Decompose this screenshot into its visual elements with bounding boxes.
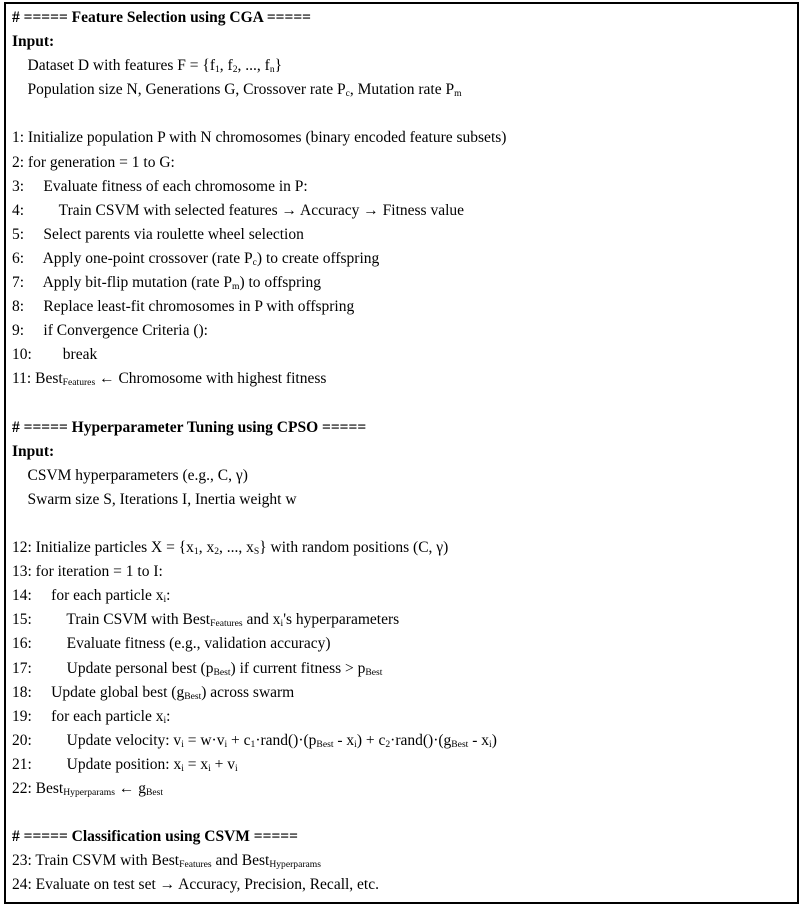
blank-line	[12, 392, 791, 416]
code-line: Swarm size S, Iterations I, Inertia weight w	[12, 490, 297, 508]
code-line: 1: Initialize population P with N chromosomes (binary encoded feature subsets)	[12, 129, 507, 147]
code-line: 13: for iteration = 1 to I:	[12, 563, 163, 581]
algorithm-figure-border	[4, 2, 799, 904]
code-line: Dataset D with features $F = \{f_1$, $f_2$, ..., $f_n$}	[12, 57, 283, 76]
blank-line	[12, 801, 791, 825]
section-header: # ===== Feature Selection using CGA =====	[12, 9, 312, 26]
code-line: 15: Train CSVM with Best$_{Features}$ and $x_i's$ hyperparameters	[12, 611, 400, 630]
code-line: 17: Update personal best $(p_{Best})$ if current fitness > $p_{Best}$	[12, 659, 383, 678]
code-line: 20: Update velocity: $v_i = w\cdot v_i$ + $c_1\cdot rand()\cdot(p_{Best} - x_i)$ + $c_2\cdot rand()\cdot(g_{Best} - x_i)$	[12, 731, 497, 750]
code-line: 3: Evaluate fitness of each chromosome in P:	[12, 177, 308, 195]
code-line: 24: Evaluate on test set → Accuracy, Precision, Recall, etc.	[12, 876, 379, 894]
section-header: Input:	[12, 33, 55, 51]
code-line: 11: Best$_{Features}$ ← Chromosome with highest fitness	[12, 370, 327, 389]
code-line: 6: Apply one-point crossover (rate $P_c$) to create offspring	[12, 249, 380, 269]
code-line: 8: Replace least-fit chromosomes in P with offspring	[12, 298, 355, 316]
code-line: 12: Initialize particles $X = \{x_1$, $x_2$, ..., $x_S$} with random positions (C, γ)	[12, 539, 449, 558]
code-line: 10: break	[12, 346, 98, 364]
blank-line	[12, 102, 791, 126]
code-line: 16: Evaluate fitness (e.g., validation accuracy)	[12, 635, 331, 653]
code-line: 14: for each particle $x_i$:	[12, 587, 171, 606]
code-line: 2: for generation = 1 to G:	[12, 153, 175, 171]
code-line: 18: Update global best $(g_{Best})$ across swarm	[12, 683, 295, 702]
section-header: # ===== Hyperparameter Tuning using CPSO =====	[12, 418, 367, 436]
section-header: Input:	[12, 442, 55, 460]
code-line: 5: Select parents via roulette wheel selection	[12, 225, 304, 243]
code-line: 22: Best$_{Hyperparams}$ ← $g_{Best}$	[12, 780, 163, 799]
code-line: CSVM hyperparameters (e.g., C, γ)	[12, 466, 248, 484]
code-line: 23: Train CSVM with Best$_{Features}$ and Best$_{Hyperparams}$	[12, 852, 321, 871]
code-line: Population size N, Generations G, Crossover rate $P_c$, Mutation rate $P_m$	[12, 81, 462, 100]
pseudocode-block	[12, 6, 791, 897]
code-line: 4: Train CSVM with selected features → Accuracy → Fitness value	[12, 201, 465, 219]
blank-line	[12, 512, 791, 536]
code-line: 9: if Convergence Criteria ():	[12, 322, 208, 340]
section-header: # ===== Classification using CSVM =====	[12, 828, 298, 846]
code-line: 21: Update position: $x_i = x_i + v_i$	[12, 755, 238, 775]
code-line: 7: Apply bit-flip mutation (rate $P_m$) to offspring	[12, 274, 321, 293]
code-line: 19: for each particle $x_i$:	[12, 707, 171, 726]
